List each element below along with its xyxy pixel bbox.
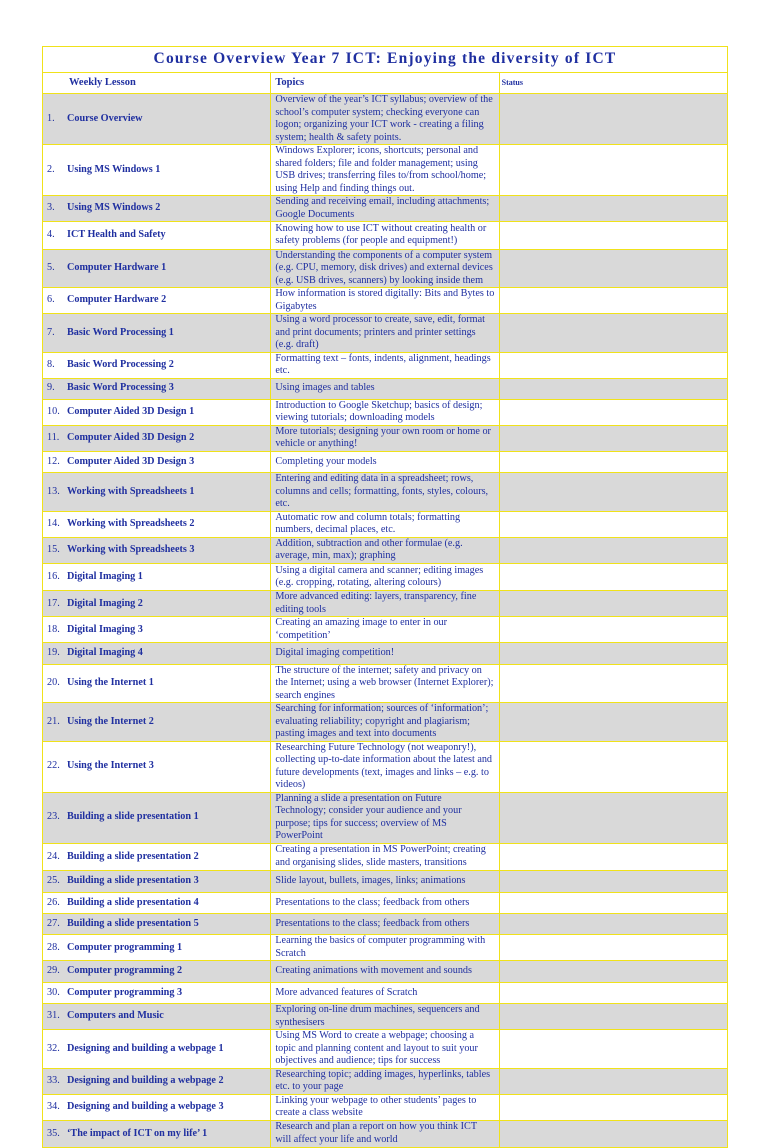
lesson-number: 19. <box>47 647 60 659</box>
status-cell[interactable] <box>499 1030 727 1069</box>
lesson-name: Using the Internet 3 <box>67 760 154 772</box>
lesson-name: Basic Word Processing 3 <box>67 382 174 394</box>
header-status: Status <box>499 73 727 94</box>
topics-cell: Introduction to Google Sketchup; basics of design; viewing tutorials; downloading models <box>271 399 499 425</box>
lesson-cell <box>43 843 271 871</box>
status-cell[interactable] <box>499 378 727 399</box>
lesson-name: Designing and building a webpage 2 <box>67 1074 224 1086</box>
lesson-number: 8. <box>47 358 55 370</box>
topics-cell: Using MS Word to create a webpage; choosing a topic and planning content and layout to suit your objectives and audience; tips for success <box>271 1030 499 1069</box>
lesson-name: Working with Spreadsheets 3 <box>67 544 195 556</box>
lesson-cell <box>43 1004 271 1030</box>
topics-cell: Entering and editing data in a spreadsheet; rows, columns and cells; formatting, fonts, styles, colours, etc. <box>271 473 499 512</box>
lesson-name: Using MS Windows 1 <box>67 163 161 175</box>
lesson-cell <box>43 935 271 961</box>
table-row <box>43 249 728 288</box>
lesson-name: Computers and Music <box>67 1010 164 1022</box>
lesson-cell <box>43 617 271 643</box>
lesson-number: 20. <box>47 677 60 689</box>
lesson-cell <box>43 643 271 664</box>
topics-cell: Automatic row and column totals; formatting numbers, decimal places, etc. <box>271 511 499 537</box>
course-table <box>42 46 728 1148</box>
status-cell[interactable] <box>499 643 727 664</box>
topics-cell: Digital imaging competition! <box>271 643 499 664</box>
lesson-cell <box>43 913 271 934</box>
lesson-name: Designing and building a webpage 1 <box>67 1042 224 1054</box>
lesson-number: 18. <box>47 623 60 635</box>
lesson-name: Digital Imaging 2 <box>67 597 143 609</box>
status-cell[interactable] <box>499 1120 727 1148</box>
table-row <box>43 1030 728 1069</box>
header-row <box>43 73 728 94</box>
topics-cell: Overview of the year’s ICT syllabus; overview of the school’s computer system; checking everyone can logon; organizing your ICT work - creating a filing system; health & safety points. <box>271 94 499 145</box>
lesson-name: Computer Aided 3D Design 2 <box>67 432 195 444</box>
lesson-name: ICT Health and Safety <box>67 229 166 240</box>
status-cell[interactable] <box>499 352 727 378</box>
lesson-number: 21. <box>47 715 60 727</box>
lesson-name: Using MS Windows 2 <box>67 202 161 214</box>
table-row <box>43 792 728 843</box>
lesson-number: 15. <box>47 544 60 556</box>
lesson-number: 35. <box>47 1127 60 1139</box>
status-cell[interactable] <box>499 982 727 1003</box>
lesson-cell <box>43 537 271 563</box>
lesson-name: Computer programming 2 <box>67 965 183 977</box>
lesson-number: 5. <box>47 262 55 273</box>
lesson-cell <box>43 249 271 288</box>
lesson-name: ‘The impact of ICT on my life’ 1 <box>67 1127 208 1139</box>
lesson-cell <box>43 314 271 353</box>
lesson-cell <box>43 703 271 742</box>
status-cell[interactable] <box>499 145 727 196</box>
lesson-name: Basic Word Processing 2 <box>67 358 174 370</box>
table-row <box>43 537 728 563</box>
topics-cell: Searching for information; sources of ‘information’; evaluating reliability; copyright and plagiarism; pasting images and text into documents <box>271 703 499 742</box>
topics-cell: Using a digital camera and scanner; editing images (e.g. cropping, rotating, altering colours) <box>271 563 499 591</box>
lesson-cell <box>43 892 271 913</box>
lesson-number: 1. <box>47 112 55 124</box>
lesson-cell <box>43 1030 271 1069</box>
lesson-name: Digital Imaging 4 <box>67 647 143 659</box>
table-row <box>43 378 728 399</box>
course-overview-sheet <box>42 46 728 1148</box>
lesson-number: 9. <box>47 382 55 394</box>
lesson-name: Computer Hardware 1 <box>67 262 167 273</box>
topics-cell: Linking your webpage to other students’ pages to create a class website <box>271 1094 499 1120</box>
status-cell[interactable] <box>499 563 727 591</box>
status-cell[interactable] <box>499 1094 727 1120</box>
topics-cell: Knowing how to use ICT without creating health or safety problems (for people and equipment!) <box>271 222 499 250</box>
lesson-cell <box>43 196 271 222</box>
topics-cell: Addition, subtraction and other formulae (e.g. average, min, max); graphing <box>271 537 499 563</box>
lesson-name: Working with Spreadsheets 1 <box>67 485 195 497</box>
lesson-number: 26. <box>47 896 60 908</box>
lesson-number: 2. <box>47 163 55 175</box>
lesson-name: Computer Aided 3D Design 3 <box>67 455 195 467</box>
status-cell[interactable] <box>499 617 727 643</box>
topics-cell: Presentations to the class; feedback from others <box>271 892 499 913</box>
lesson-name: Building a slide presentation 5 <box>67 917 199 929</box>
table-row <box>43 451 728 472</box>
lesson-cell <box>43 451 271 472</box>
status-cell[interactable] <box>499 473 727 512</box>
status-cell[interactable] <box>499 961 727 982</box>
lesson-number: 23. <box>47 811 60 823</box>
lesson-number: 11. <box>47 432 60 444</box>
topics-cell: The structure of the internet; safety and privacy on the Internet; using a web browser (Internet Explorer); search engines <box>271 664 499 703</box>
lesson-name: Using the Internet 1 <box>67 677 154 689</box>
status-cell[interactable] <box>499 1004 727 1030</box>
table-row <box>43 1068 728 1094</box>
lesson-cell <box>43 511 271 537</box>
table-row <box>43 843 728 871</box>
status-cell[interactable] <box>499 196 727 222</box>
status-cell[interactable] <box>499 892 727 913</box>
table-row <box>43 425 728 451</box>
topics-cell: More advanced features of Scratch <box>271 982 499 1003</box>
status-cell[interactable] <box>499 451 727 472</box>
table-row <box>43 617 728 643</box>
lesson-cell <box>43 473 271 512</box>
lesson-name: Building a slide presentation 4 <box>67 896 199 908</box>
status-cell[interactable] <box>499 537 727 563</box>
table-row <box>43 871 728 892</box>
header-topics: Topics <box>271 73 499 94</box>
status-cell[interactable] <box>499 94 727 145</box>
table-row <box>43 145 728 196</box>
lesson-name: Working with Spreadsheets 2 <box>67 518 195 530</box>
lesson-cell <box>43 1068 271 1094</box>
table-row <box>43 511 728 537</box>
table-row <box>43 591 728 617</box>
lesson-number: 17. <box>47 597 60 609</box>
lesson-cell <box>43 563 271 591</box>
status-cell[interactable] <box>499 425 727 451</box>
topics-cell: Planning a slide a presentation on Future Technology; consider your audience and your purpose; tips for success; overview of MS PowerPoint <box>271 792 499 843</box>
lesson-cell <box>43 1120 271 1148</box>
lesson-cell <box>43 288 271 314</box>
lesson-number: 27. <box>47 917 60 929</box>
lesson-cell <box>43 352 271 378</box>
status-cell[interactable] <box>499 792 727 843</box>
page-title: Course Overview Year 7 ICT: Enjoying the diversity of ICT <box>43 47 728 73</box>
lesson-name: Digital Imaging 3 <box>67 623 143 635</box>
topics-cell: More advanced editing: layers, transparency, fine editing tools <box>271 591 499 617</box>
topics-cell: Learning the basics of computer programming with Scratch <box>271 935 499 961</box>
topics-cell: Presentations to the class; feedback from others <box>271 913 499 934</box>
lesson-number: 25. <box>47 875 60 887</box>
topics-cell: How information is stored digitally: Bits and Bytes to Gigabytes <box>271 288 499 314</box>
topics-cell: Using images and tables <box>271 378 499 399</box>
topics-cell: Researching Future Technology (not weaponry!), collecting up-to-date information about the latest and future developments (text, images and links – e.g. to videos) <box>271 741 499 792</box>
lesson-cell <box>43 792 271 843</box>
table-row <box>43 473 728 512</box>
lesson-number: 12. <box>47 455 60 467</box>
lesson-name: Designing and building a webpage 3 <box>67 1100 224 1112</box>
lesson-number: 13. <box>47 485 60 497</box>
lesson-name: Using the Internet 2 <box>67 715 154 727</box>
lesson-cell <box>43 399 271 425</box>
lesson-name: Building a slide presentation 3 <box>67 875 199 887</box>
topics-cell: Creating animations with movement and sounds <box>271 961 499 982</box>
status-cell[interactable] <box>499 288 727 314</box>
table-row <box>43 664 728 703</box>
topics-cell: Completing your models <box>271 451 499 472</box>
topics-cell: Exploring on-line drum machines, sequencers and synthesisers <box>271 1004 499 1030</box>
table-row <box>43 741 728 792</box>
lesson-number: 6. <box>47 294 55 306</box>
header-weekly-lesson: Weekly Lesson <box>43 73 271 94</box>
lesson-number: 3. <box>47 202 55 214</box>
lesson-cell <box>43 982 271 1003</box>
table-row <box>43 196 728 222</box>
status-cell[interactable] <box>499 703 727 742</box>
status-cell[interactable] <box>499 741 727 792</box>
table-row <box>43 982 728 1003</box>
status-cell[interactable] <box>499 314 727 353</box>
lesson-cell <box>43 591 271 617</box>
table-row <box>43 892 728 913</box>
lesson-name: Computer Hardware 2 <box>67 294 167 306</box>
topics-cell: More tutorials; designing your own room or home or vehicle or anything! <box>271 425 499 451</box>
topics-cell: Formatting text – fonts, indents, alignment, headings etc. <box>271 352 499 378</box>
lesson-cell <box>43 961 271 982</box>
lesson-name: Computer Aided 3D Design 1 <box>67 406 195 418</box>
lesson-cell <box>43 664 271 703</box>
table-row <box>43 1094 728 1120</box>
lesson-number: 28. <box>47 941 60 953</box>
status-cell[interactable] <box>499 511 727 537</box>
status-cell[interactable] <box>499 222 727 250</box>
lesson-number: 34. <box>47 1100 60 1112</box>
status-cell[interactable] <box>499 913 727 934</box>
topics-cell: Using a word processor to create, save, edit, format and print documents; printers and printer settings (e.g. draft) <box>271 314 499 353</box>
table-row <box>43 563 728 591</box>
lesson-number: 24. <box>47 850 60 862</box>
table-row <box>43 94 728 145</box>
table-row <box>43 1120 728 1148</box>
lesson-name: Computer programming 3 <box>67 986 183 998</box>
lesson-number: 30. <box>47 986 60 998</box>
table-row <box>43 352 728 378</box>
lesson-cell <box>43 222 271 250</box>
lesson-name: Building a slide presentation 1 <box>67 811 199 823</box>
lesson-name: Digital Imaging 1 <box>67 570 143 582</box>
title-row <box>43 47 728 73</box>
table-row <box>43 314 728 353</box>
lesson-cell <box>43 871 271 892</box>
table-row <box>43 961 728 982</box>
status-cell[interactable] <box>499 1068 727 1094</box>
lesson-cell <box>43 425 271 451</box>
table-row <box>43 1004 728 1030</box>
lesson-name: Building a slide presentation 2 <box>67 850 199 862</box>
lesson-number: 29. <box>47 965 60 977</box>
lesson-cell <box>43 1094 271 1120</box>
lesson-cell <box>43 94 271 145</box>
topics-cell: Creating an amazing image to enter in our ‘competition’ <box>271 617 499 643</box>
table-row <box>43 703 728 742</box>
lesson-number: 10. <box>47 406 60 418</box>
lesson-number: 22. <box>47 760 60 772</box>
lesson-number: 7. <box>47 326 55 338</box>
topics-cell: Researching topic; adding images, hyperlinks, tables etc. to your page <box>271 1068 499 1094</box>
lesson-name: Basic Word Processing 1 <box>67 326 174 338</box>
table-row <box>43 288 728 314</box>
status-cell[interactable] <box>499 664 727 703</box>
status-cell[interactable] <box>499 399 727 425</box>
status-cell[interactable] <box>499 591 727 617</box>
lesson-number: 31. <box>47 1010 60 1022</box>
lesson-cell <box>43 145 271 196</box>
table-row <box>43 913 728 934</box>
topics-cell: Slide layout, bullets, images, links; animations <box>271 871 499 892</box>
lesson-number: 32. <box>47 1042 60 1054</box>
lesson-name: Course Overview <box>67 112 143 124</box>
table-row <box>43 222 728 250</box>
topics-cell: Understanding the components of a computer system (e.g. CPU, memory, disk drives) and external devices (e.g. USB drives, scanners) by looking inside them <box>271 249 499 288</box>
lesson-name: Computer programming 1 <box>67 941 183 953</box>
topics-cell: Creating a presentation in MS PowerPoint; creating and organising slides, slide masters, transitions <box>271 843 499 871</box>
lesson-number: 16. <box>47 570 60 582</box>
topics-cell: Windows Explorer; icons, shortcuts; personal and shared folders; file and folder management; using USB drives; transferring files to/from school/home; using Help and finding things out. <box>271 145 499 196</box>
lesson-number: 14. <box>47 518 60 530</box>
status-cell[interactable] <box>499 843 727 871</box>
topics-cell: Research and plan a report on how you think ICT will affect your life and world <box>271 1120 499 1148</box>
table-row <box>43 935 728 961</box>
table-row <box>43 643 728 664</box>
table-row <box>43 399 728 425</box>
lesson-number: 33. <box>47 1074 60 1086</box>
topics-cell: Sending and receiving email, including attachments; Google Documents <box>271 196 499 222</box>
status-cell[interactable] <box>499 871 727 892</box>
status-cell[interactable] <box>499 935 727 961</box>
lesson-cell <box>43 378 271 399</box>
status-cell[interactable] <box>499 249 727 288</box>
lesson-number: 4. <box>47 229 55 240</box>
lesson-cell <box>43 741 271 792</box>
